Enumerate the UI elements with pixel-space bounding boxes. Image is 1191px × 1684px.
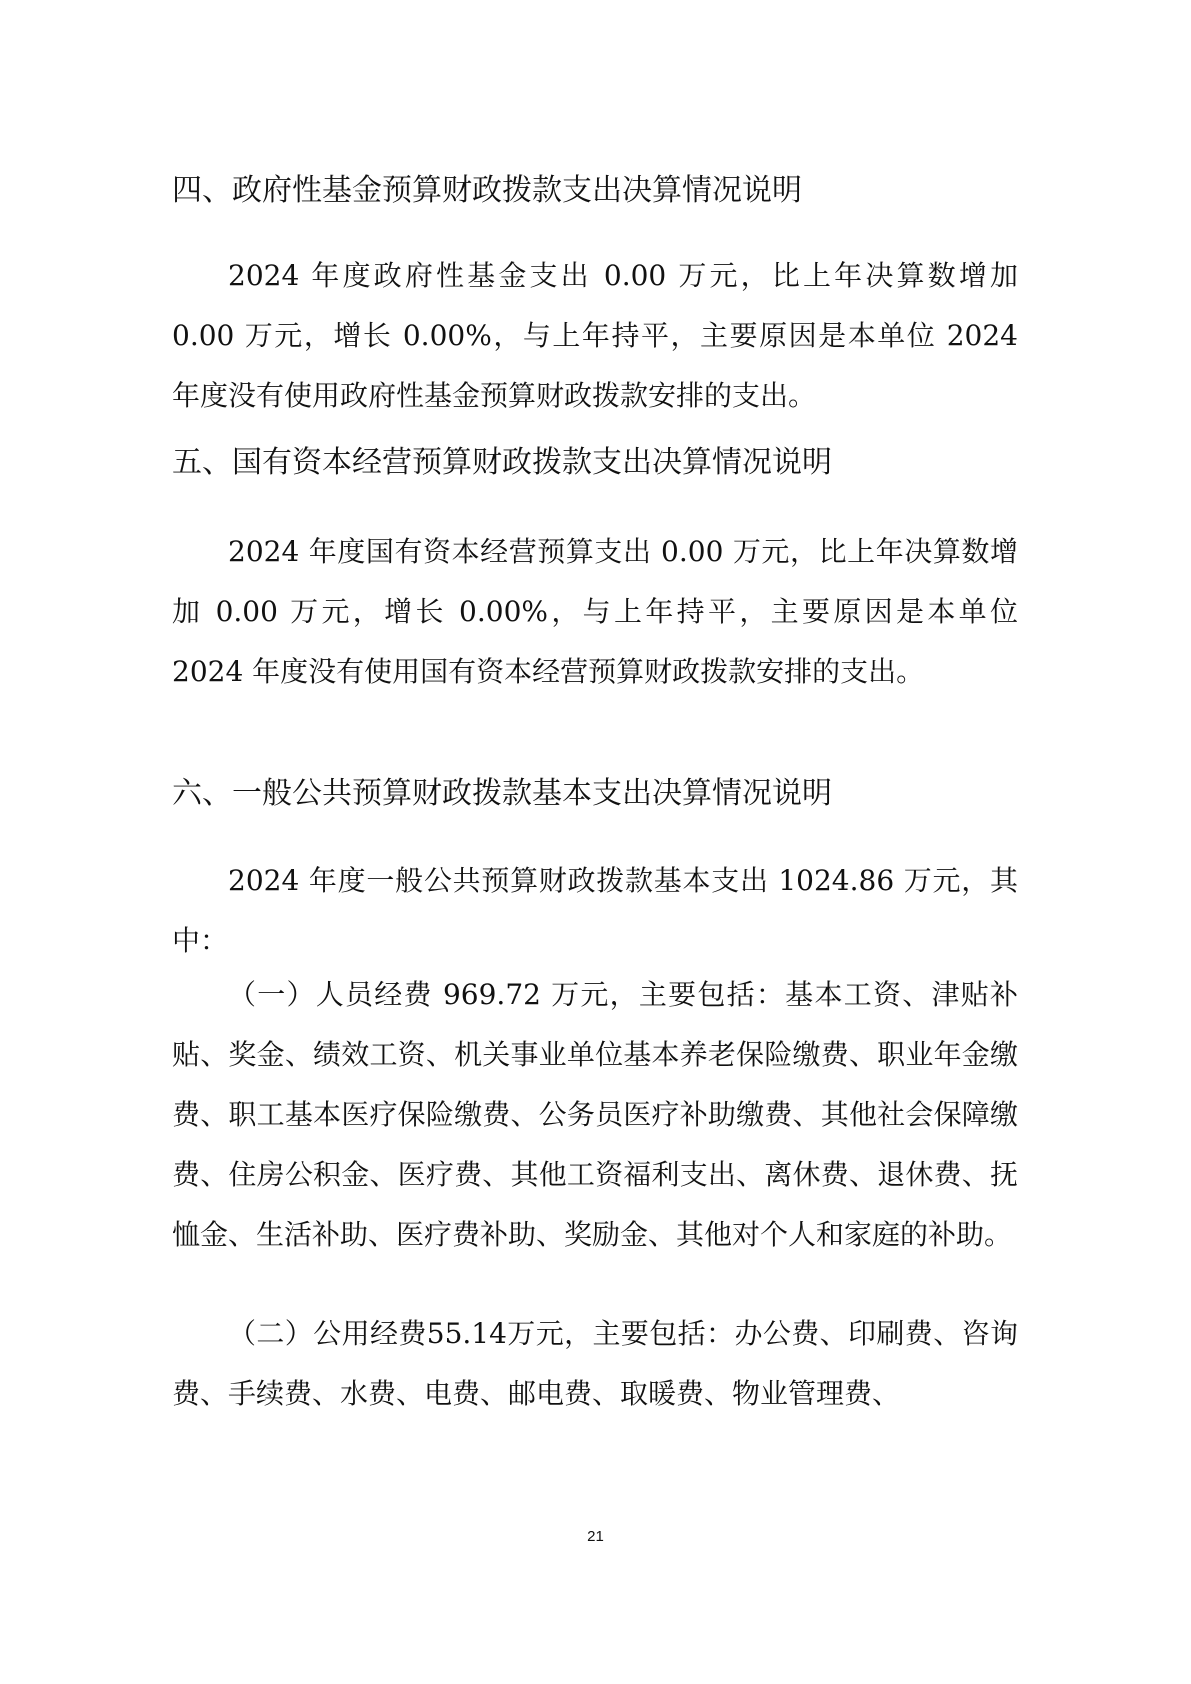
section-6-paragraph-public: （二）公用经费55.14万元，主要包括：办公费、印刷费、咨询费、手续费、水费、电费、邮电费、取暖费、物业管理费、: [172, 1317, 1018, 1410]
section-5-paragraph: 2024 年度国有资本经营预算支出 0.00 万元，比上年决算数增加 0.00 万元，增长 0.00%，与上年持平，主要原因是本单位 2024 年度没有使用国有资本经营预算财政拨款安排的支出。: [172, 535, 1018, 688]
section-4-paragraph: 2024 年度政府性基金支出 0.00 万元，比上年决算数增加 0.00 万元，增长 0.00%，与上年持平，主要原因是本单位 2024 年度没有使用政府性基金预算财政拨款安排的支出。: [172, 259, 1018, 412]
section-heading-4: 四、政府性基金预算财政拨款支出决算情况说明: [172, 173, 802, 208]
section-heading-5: 五、国有资本经营预算财政拨款支出决算情况说明: [172, 445, 832, 480]
section-heading-6: 六、一般公共预算财政拨款基本支出决算情况说明: [172, 776, 832, 811]
section-6-paragraph-intro: 2024 年度一般公共预算财政拨款基本支出 1024.86 万元，其中：: [172, 864, 1018, 957]
section-6-paragraph-personnel: （一）人员经费 969.72 万元，主要包括：基本工资、津贴补贴、奖金、绩效工资、机关事业单位基本养老保险缴费、职业年金缴费、职工基本医疗保险缴费、公务员医疗补助缴费、其他社会保障缴费、住房公积金、医疗费、其他工资福利支出、离休费、退休费、抚恤金、生活补助、医疗费补助、奖励金、其他对个人和家庭的补助。: [172, 978, 1018, 1251]
page-number: 21: [587, 1528, 604, 1545]
